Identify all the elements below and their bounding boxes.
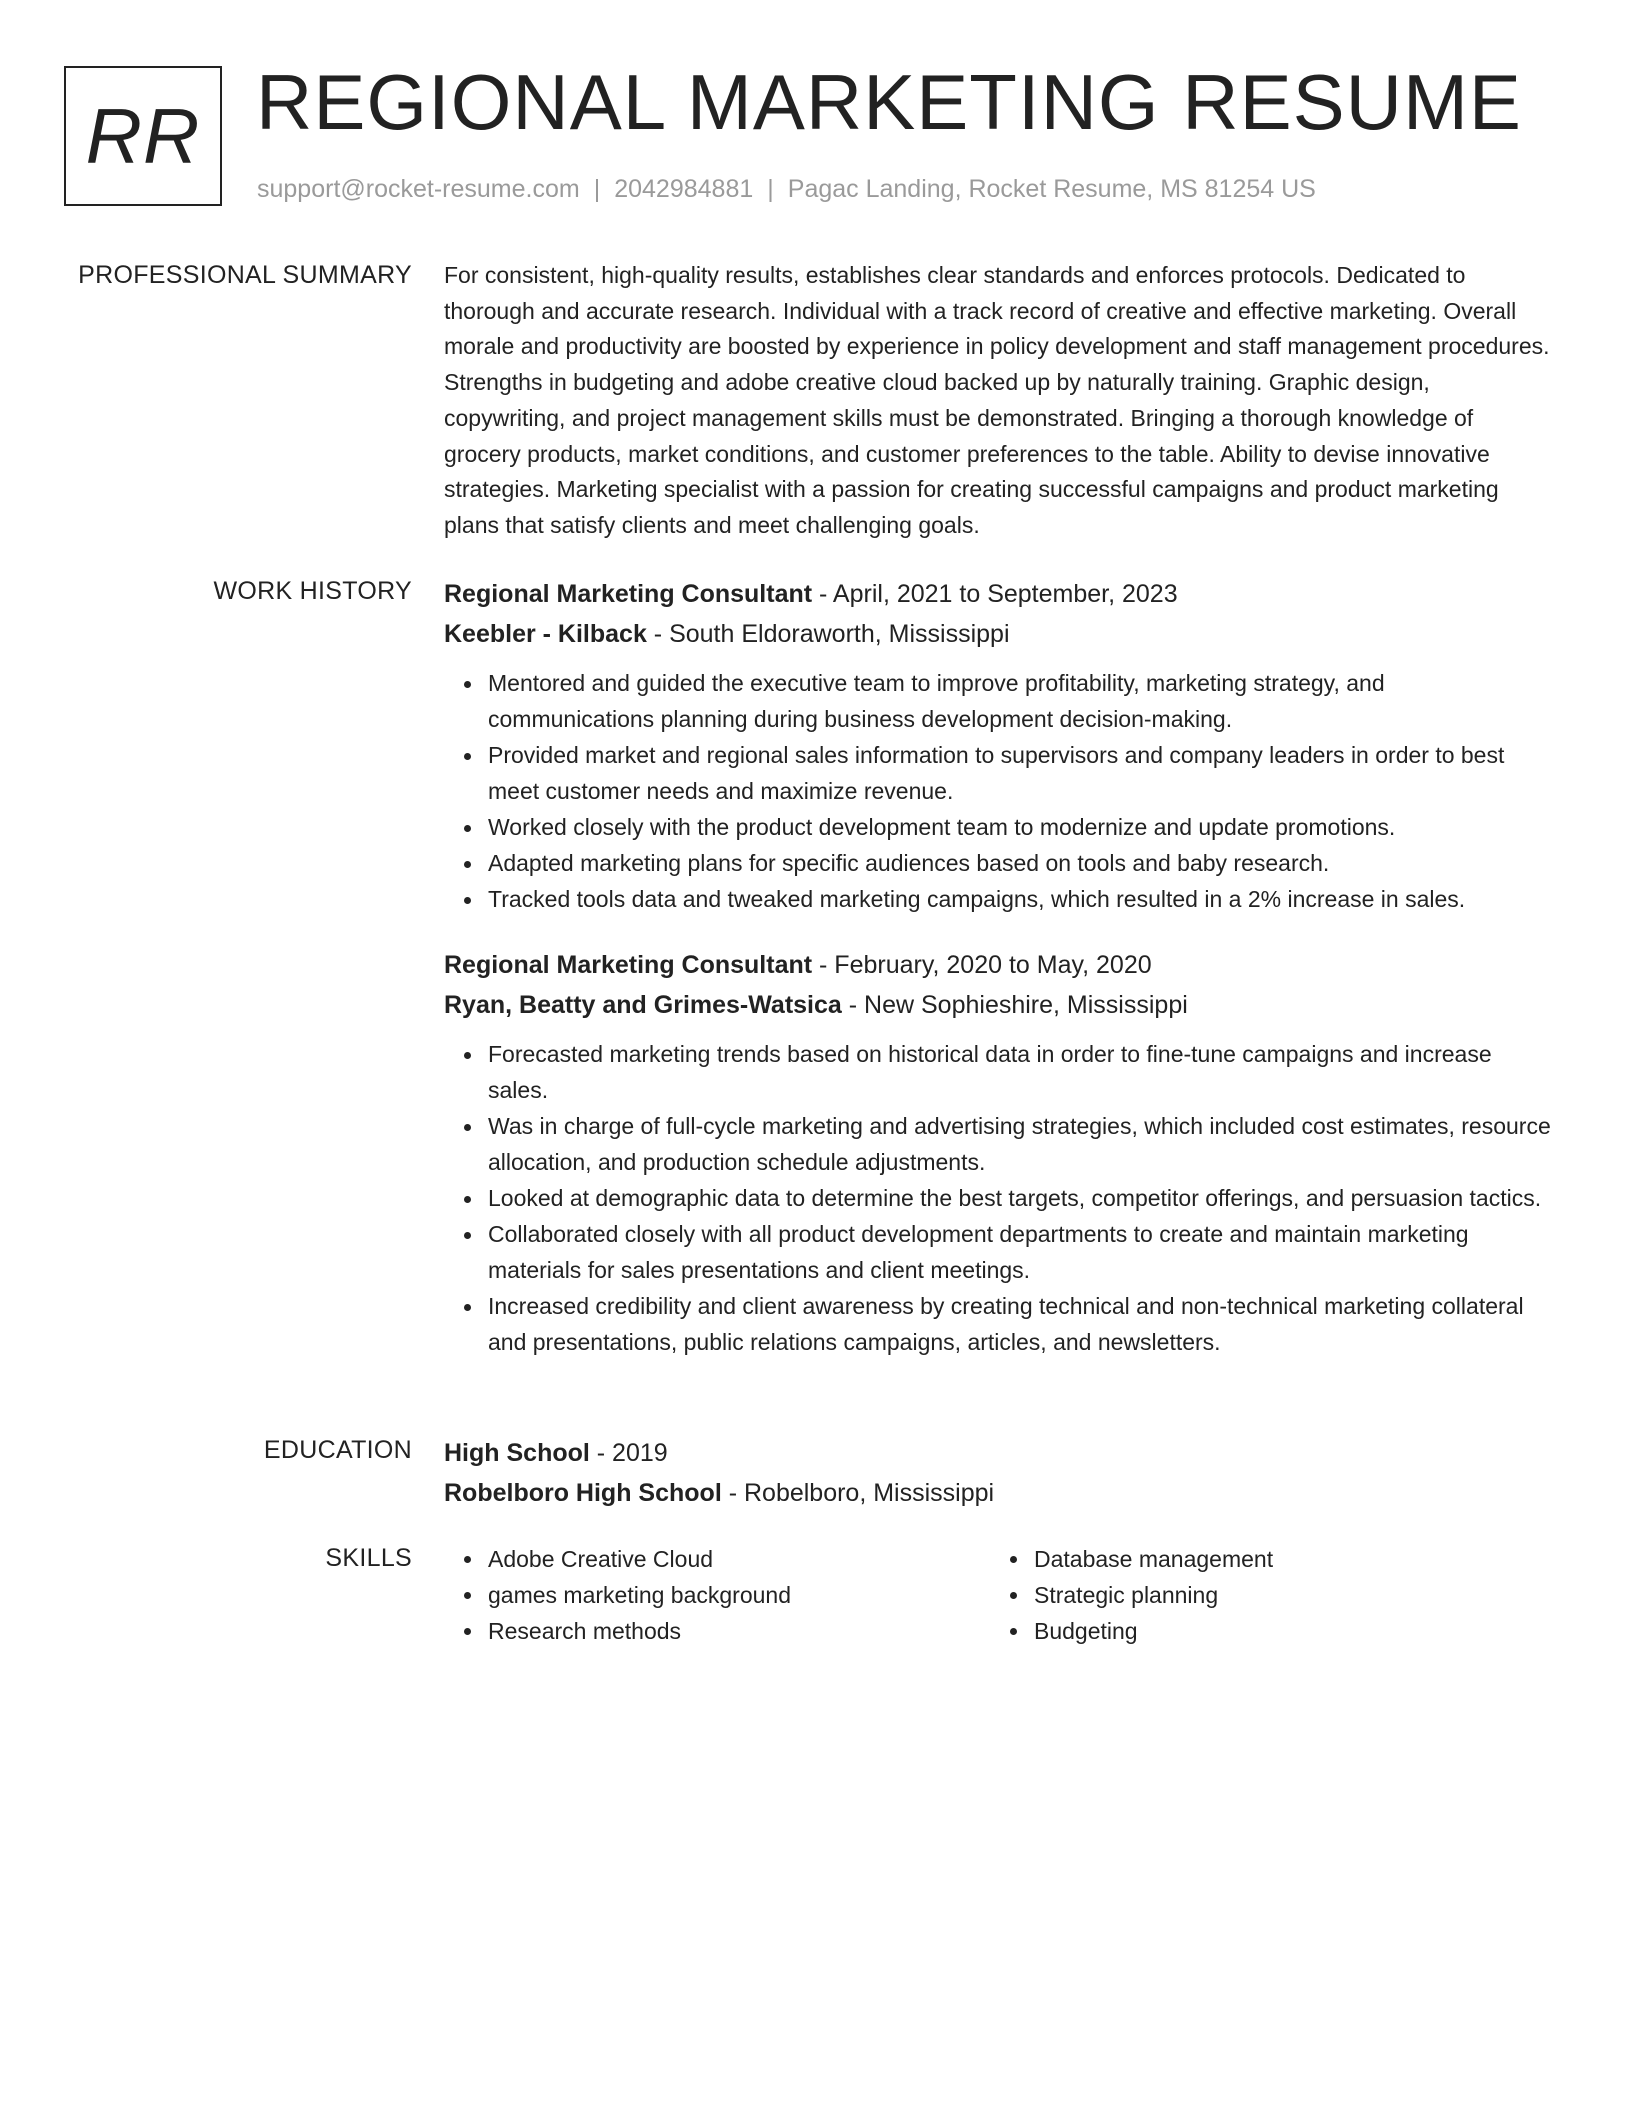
- job-bullet: Collaborated closely with all product development departments to create and maintain marketing materials for sales presentations and client meetings.: [488, 1217, 1556, 1288]
- job-company-line: [444, 985, 1556, 1025]
- job-dates: - April, 2021 to September, 2023: [812, 580, 1178, 608]
- job-location: - South Eldoraworth, Mississippi: [646, 620, 1010, 648]
- job-entry: [444, 574, 1556, 917]
- job-title-line: [444, 574, 1556, 614]
- skill-item: Research methods: [488, 1613, 990, 1649]
- summary-body: [444, 258, 1556, 544]
- summary-text: For consistent, high-quality results, establishes clear standards and enforces protocols. Dedicated to thorough and accurate research. Individual with a track record of creative and effective marketing. Overall morale and productivity are boosted by experience in policy development and staff management procedures. Strengths in budgeting and adobe creative cloud backed up by naturally training. Graphic design, copywriting, and project management skills must be demonstrated. Bringing a thorough knowledge of grocery products, market conditions, and customer preferences to the table. Ability to devise innovative strategies. Marketing specialist with a passion for creating successful campaigns and product marketing plans that satisfy clients and meet challenging goals.: [444, 262, 1550, 538]
- job-bullet: Worked closely with the product development team to modernize and update promotions.: [488, 810, 1556, 846]
- skills-list-left: [444, 1541, 990, 1649]
- job-company: Ryan, Beatty and Grimes-Watsica: [444, 991, 842, 1020]
- job-company-line: [444, 614, 1556, 654]
- skills-body: [444, 1541, 1556, 1649]
- contact-phone: 2042984881: [614, 175, 754, 203]
- job-title: Regional Marketing Consultant: [444, 951, 813, 980]
- resume-title: REGIONAL MARKETING RESUME: [256, 58, 1522, 146]
- education-body: [444, 1433, 1556, 1513]
- job-bullet: Forecasted marketing trends based on historical data in order to fine-tune campaigns and increase sales.: [488, 1037, 1556, 1108]
- contact-line: [257, 172, 1316, 206]
- skill-item: Strategic planning: [1034, 1577, 1536, 1613]
- job-company: Keebler - Kilback: [444, 620, 647, 648]
- contact-separator: |: [767, 175, 774, 203]
- job-bullet: Mentored and guided the executive team to improve profitability, marketing strategy, and communications planning during business development decision-making.: [488, 666, 1556, 737]
- education-school: Robelboro High School: [444, 1479, 722, 1507]
- skill-item: Adobe Creative Cloud: [488, 1541, 990, 1577]
- work-history-body: [444, 574, 1556, 1361]
- job-bullet: Adapted marketing plans for specific audiences based on tools and baby research.: [488, 846, 1556, 882]
- skills-column-right: [990, 1541, 1536, 1649]
- job-bullet: Increased credibility and client awareness by creating technical and non-technical marketing collateral and presentations, public relations campaigns, articles, and newsletters.: [488, 1289, 1556, 1360]
- job-location: - New Sophieshire, Mississippi: [841, 991, 1188, 1020]
- skill-item: games marketing background: [488, 1577, 990, 1613]
- education-degree-line: [444, 1433, 1556, 1473]
- education-school-line: [444, 1473, 1556, 1513]
- job-title: Regional Marketing Consultant: [444, 580, 813, 608]
- monogram-logo: RR: [64, 66, 222, 206]
- education-year: - 2019: [589, 1439, 668, 1467]
- section-label-work-history: WORK HISTORY: [213, 577, 412, 605]
- skill-item: Budgeting: [1034, 1613, 1536, 1649]
- job-bullets: [444, 666, 1556, 917]
- job-bullets: [444, 1037, 1556, 1360]
- section-label-skills: SKILLS: [325, 1544, 412, 1572]
- contact-separator: |: [593, 175, 601, 203]
- skills-grid: [444, 1541, 1556, 1649]
- job-bullet: Was in charge of full-cycle marketing and advertising strategies, which included cost estimates, resource allocation, and production schedule adjustments.: [488, 1109, 1556, 1180]
- education-degree: High School: [444, 1439, 590, 1467]
- job-bullet: Provided market and regional sales information to supervisors and company leaders in order to best meet customer needs and maximize revenue.: [488, 738, 1556, 809]
- contact-email: support@rocket-resume.com: [257, 175, 580, 203]
- contact-address: Pagac Landing, Rocket Resume, MS 81254 US: [787, 175, 1316, 203]
- job-bullet: Tracked tools data and tweaked marketing campaigns, which resulted in a 2% increase in sales.: [488, 882, 1556, 918]
- section-label-education: EDUCATION: [263, 1436, 412, 1464]
- section-label-summary: PROFESSIONAL SUMMARY: [78, 261, 412, 289]
- job-bullet: Looked at demographic data to determine the best targets, competitor offerings, and persuasion tactics.: [488, 1181, 1556, 1217]
- skill-item: Database management: [1034, 1541, 1536, 1577]
- job-dates: - February, 2020 to May, 2020: [812, 951, 1152, 980]
- job-entry: [444, 945, 1556, 1360]
- skills-list-right: [990, 1541, 1536, 1649]
- education-location: - Robelboro, Mississippi: [721, 1479, 995, 1507]
- job-title-line: [444, 945, 1556, 985]
- skills-column-left: [444, 1541, 990, 1649]
